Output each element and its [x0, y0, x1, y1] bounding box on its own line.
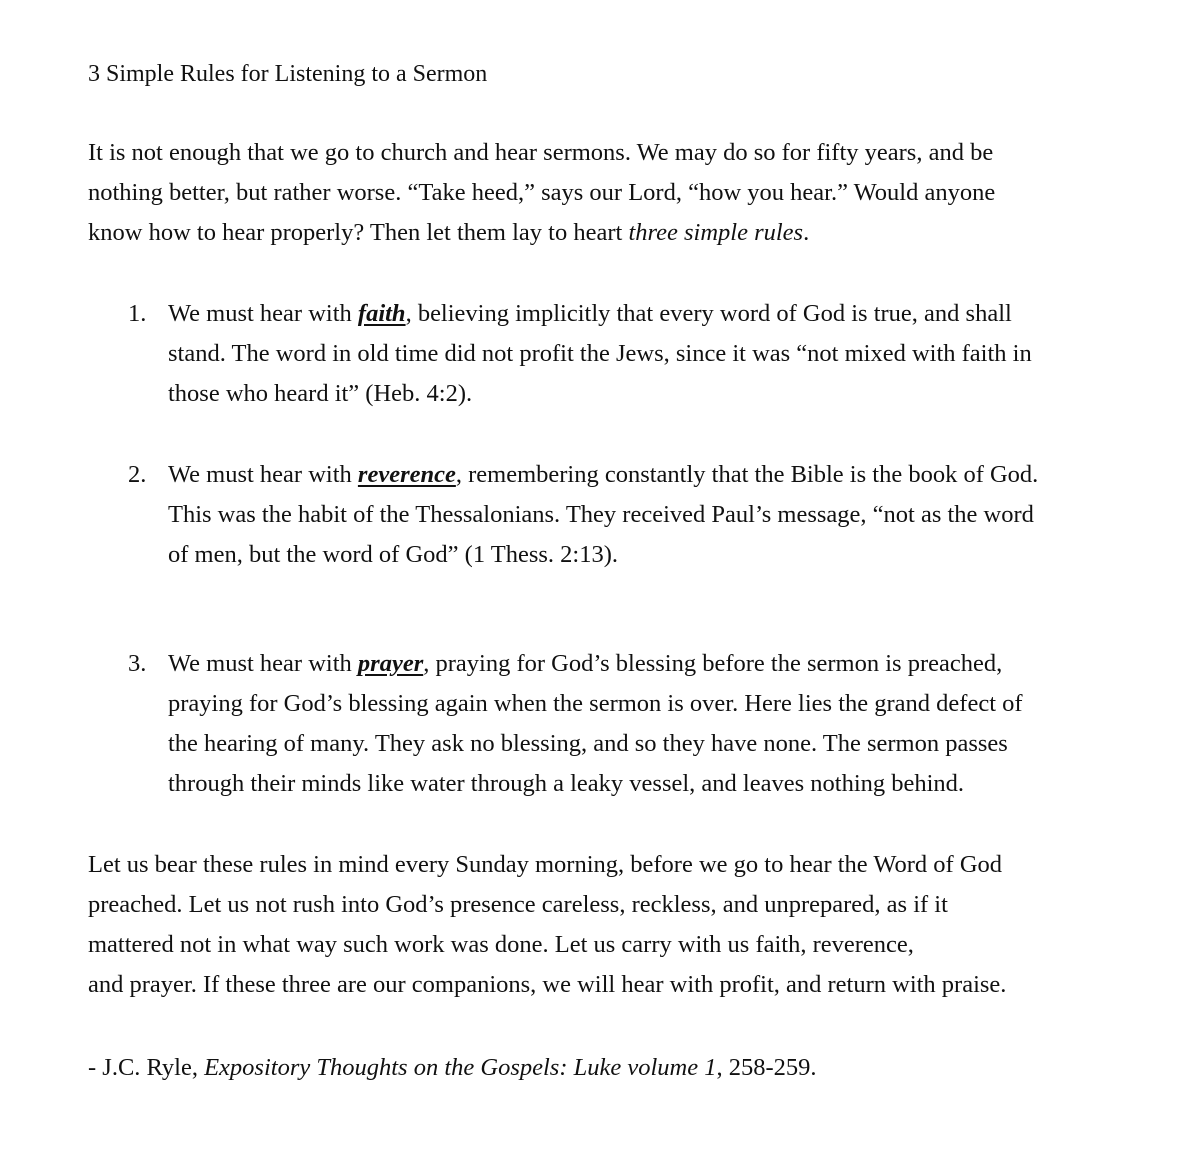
- closing-line: preached. Let us not rush into God’s presence careless, reckless, and unprepared, as if it: [88, 891, 948, 918]
- rule-prefix: We must hear with: [168, 461, 358, 488]
- closing-line: mattered not in what way such work was done. Let us carry with us faith, reverence,: [88, 931, 914, 958]
- attribution-author: - J.C. Ryle,: [88, 1054, 205, 1081]
- closing-line: and prayer. If these three are our companions, we will hear with profit, and return with praise.: [88, 971, 1007, 998]
- rule-line: This was the habit of the Thessalonians. They received Paul’s message, “not as the word: [168, 501, 1034, 528]
- rule-keyword: faith: [357, 300, 406, 327]
- rule-number: 2.: [128, 461, 147, 488]
- attribution-pages: , 258-259.: [716, 1054, 817, 1081]
- intro-text: know how to hear properly? Then let them lay to heart: [88, 219, 629, 246]
- rule-keyword: prayer: [357, 650, 424, 677]
- rule-number: 3.: [128, 650, 147, 677]
- closing-line: Let us bear these rules in mind every Sunday morning, before we go to hear the Word of God: [88, 851, 1003, 878]
- rule-keyword: reverence: [357, 461, 456, 488]
- rule-line: [168, 455, 1148, 495]
- intro-emphasis: three simple rules: [628, 219, 804, 246]
- page-title: 3 Simple Rules for Listening to a Sermon: [88, 61, 488, 87]
- rule-body: [168, 455, 1148, 575]
- rule-body: [168, 294, 1148, 414]
- rule-line: of men, but the word of God” (1 Thess. 2:13).: [168, 541, 618, 568]
- rule-body: [168, 644, 1148, 804]
- rule-prefix: We must hear with: [168, 650, 358, 677]
- intro-line: [88, 213, 1148, 253]
- intro-paragraph: [88, 133, 1148, 253]
- intro-period: .: [803, 219, 810, 246]
- intro-line: nothing better, but rather worse. “Take heed,” says our Lord, “how you hear.” Would anyone: [88, 179, 996, 206]
- rule-line: stand. The word in old time did not profit the Jews, since it was “not mixed with faith in: [168, 340, 1032, 367]
- rule-line: [168, 294, 1148, 334]
- attribution-work-title: Expository Thoughts on the Gospels: Luke volume 1: [204, 1054, 717, 1081]
- rule-prefix: We must hear with: [168, 300, 358, 327]
- attribution: [88, 1048, 817, 1088]
- rule-line: the hearing of many. They ask no blessing, and so they have none. The sermon passes: [168, 730, 1008, 757]
- intro-line: It is not enough that we go to church and hear sermons. We may do so for fifty years, and be: [88, 139, 994, 166]
- rule-line: praying for God’s blessing again when the sermon is over. Here lies the grand defect of: [168, 690, 1023, 717]
- rule-line: [168, 644, 1148, 684]
- rule-text: , believing implicitly that every word of God is true, and shall: [405, 300, 1012, 327]
- rule-line: through their minds like water through a leaky vessel, and leaves nothing behind.: [168, 770, 965, 797]
- rule-text: , remembering constantly that the Bible is the book of God.: [455, 461, 1039, 488]
- rule-line: those who heard it” (Heb. 4:2).: [168, 380, 473, 407]
- rule-text: , praying for God’s blessing before the sermon is preached,: [423, 650, 1003, 677]
- rule-number: 1.: [128, 300, 147, 327]
- closing-paragraph: [88, 845, 1148, 1005]
